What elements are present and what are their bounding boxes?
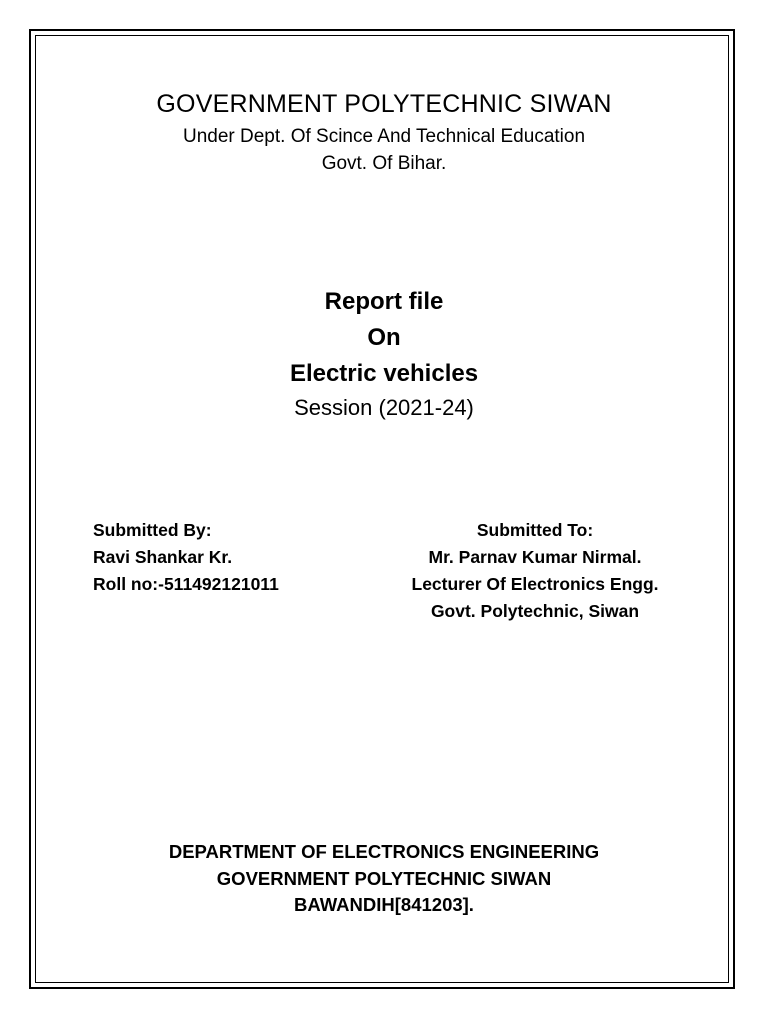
report-title-line3: Electric vehicles bbox=[289, 360, 479, 387]
footer-department: DEPARTMENT OF ELECTRONICS ENGINEERING bbox=[168, 841, 600, 862]
lecturer-institution: Govt. Polytechnic, Siwan bbox=[430, 601, 640, 621]
department-line: Under Dept. Of Scince And Technical Education bbox=[182, 126, 586, 147]
submitted-by-block bbox=[93, 517, 279, 598]
footer-address: BAWANDIH[841203]. bbox=[294, 894, 474, 915]
session-text: Session (2021-24) bbox=[294, 395, 474, 420]
submitted-to-block bbox=[390, 517, 680, 625]
lecturer-designation: Lecturer Of Electronics Engg. bbox=[411, 574, 659, 594]
report-title-line2: On bbox=[367, 324, 401, 351]
footer-institution: GOVERNMENT POLYTECHNIC SIWAN bbox=[216, 868, 552, 889]
roll-number: Roll no:-511492121011 bbox=[93, 574, 279, 594]
report-title-line1: Report file bbox=[324, 288, 444, 315]
government-line: Govt. Of Bihar. bbox=[321, 153, 447, 174]
submitted-by-label: Submitted By: bbox=[93, 520, 212, 540]
submitted-to-label: Submitted To: bbox=[476, 520, 594, 540]
student-name: Ravi Shankar Kr. bbox=[93, 547, 233, 567]
institution-name: GOVERNMENT POLYTECHNIC SIWAN bbox=[156, 90, 612, 118]
lecturer-name: Mr. Parnav Kumar Nirmal. bbox=[428, 547, 642, 567]
